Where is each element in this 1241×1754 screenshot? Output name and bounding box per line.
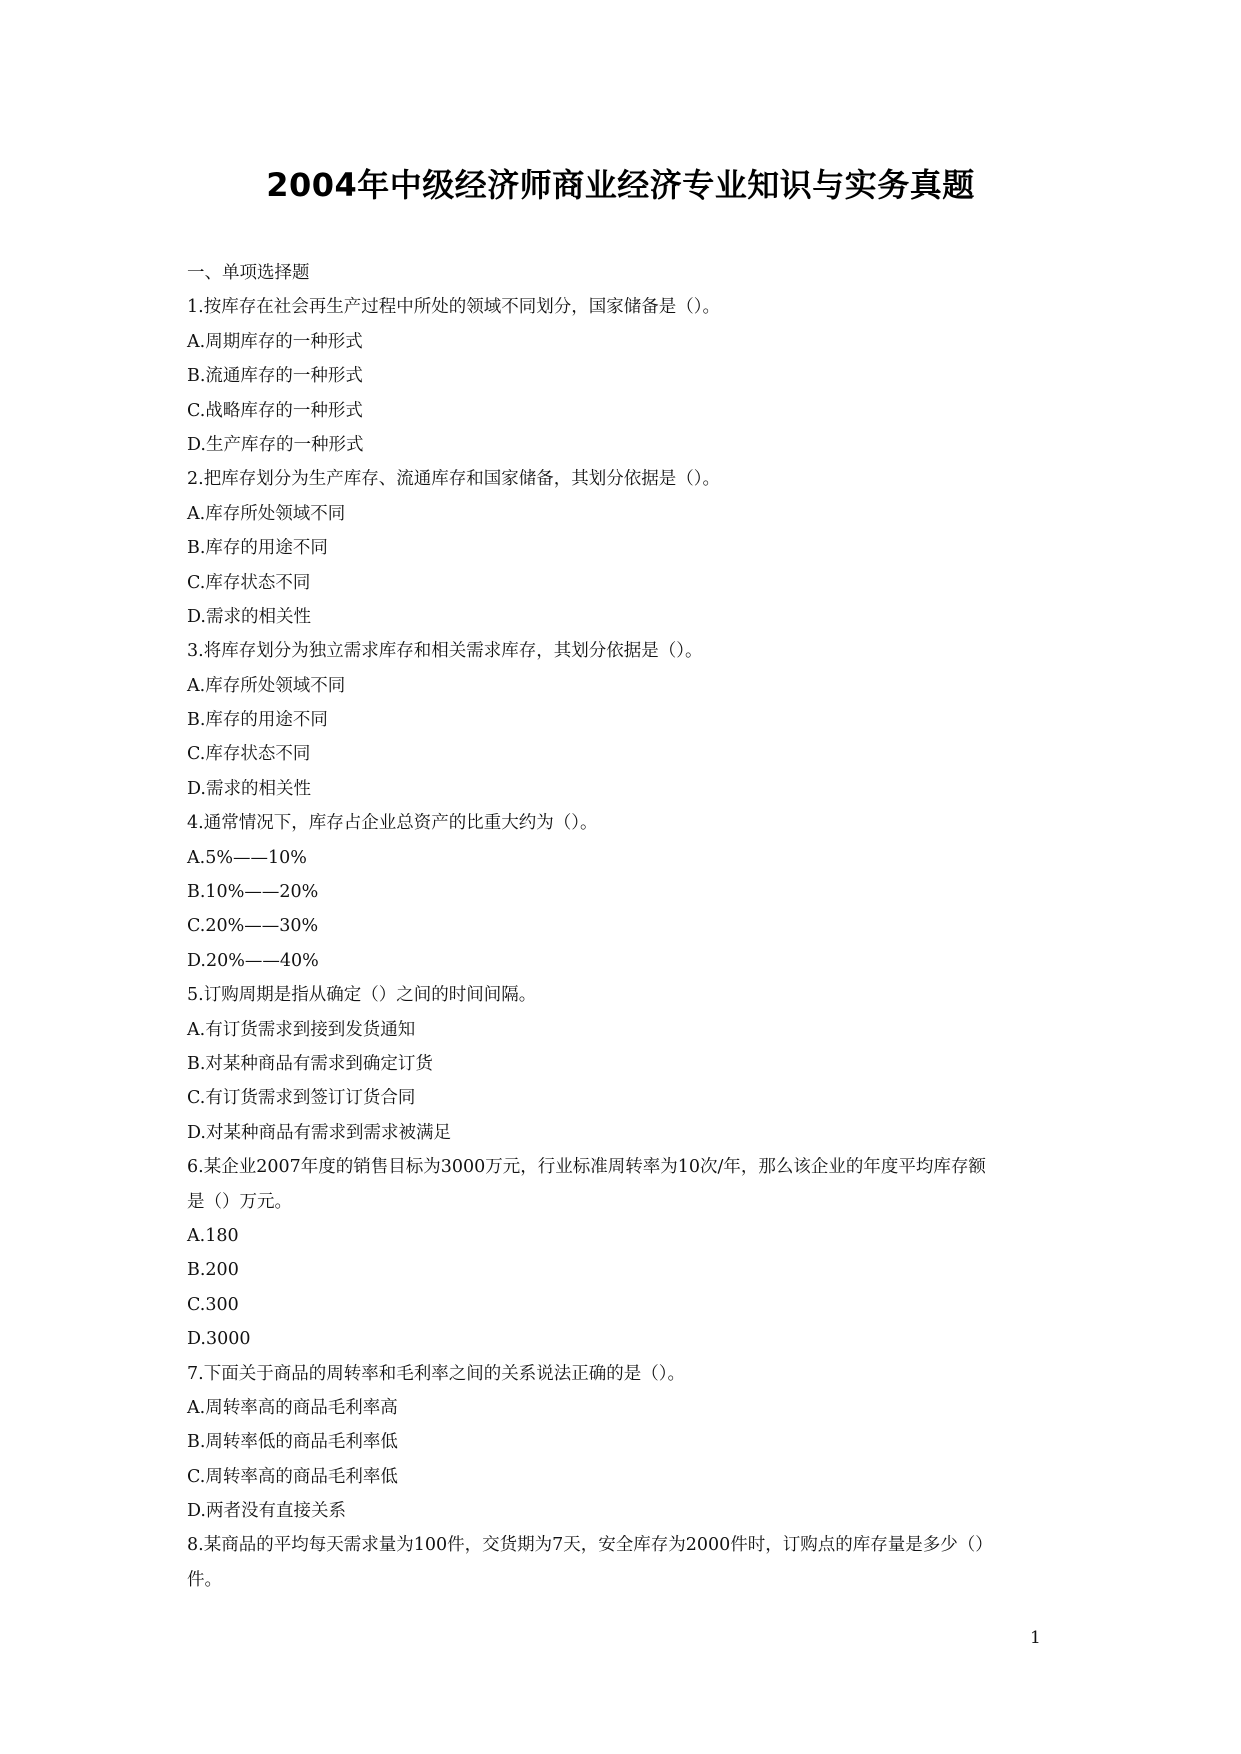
question-2-option-b: B.库存的用途不同: [187, 538, 328, 559]
document-body: [187, 256, 1057, 1597]
question-3-stem: 3.将库存划分为独立需求库存和相关需求库存，其划分依据是（）。: [187, 641, 703, 662]
question-1-stem: 1.按库存在社会再生产过程中所处的领域不同划分，国家储备是（）。: [187, 297, 720, 318]
question-3-option-a: A.库存所处领域不同: [187, 675, 346, 696]
question-2-stem: 2.把库存划分为生产库存、流通库存和国家储备，其划分依据是（）。: [187, 469, 720, 490]
question-4-option-c: C.20%——30%: [187, 916, 319, 937]
question-7-option-a: A.周转率高的商品毛利率高: [187, 1397, 398, 1418]
page-number: 1: [1030, 1628, 1041, 1648]
question-6-option-b: B.200: [187, 1260, 239, 1281]
question-2-option-c: C.库存状态不同: [187, 572, 311, 593]
question-4-option-b: B.10%——20%: [187, 882, 319, 903]
question-7-stem: 7.下面关于商品的周转率和毛利率之间的关系说法正确的是（）。: [187, 1363, 685, 1384]
document-title: 2004年中级经济师商业经济专业知识与实务真题: [266, 166, 975, 204]
question-6-option-a: A.180: [187, 1225, 239, 1246]
question-4-option-a: A.5%——10%: [187, 847, 307, 868]
question-5-option-c: C.有订货需求到签订订货合同: [187, 1088, 416, 1109]
question-5-option-a: A.有订货需求到接到发货通知: [187, 1019, 416, 1040]
question-5-option-d: D.对某种商品有需求到需求被满足: [187, 1122, 451, 1143]
question-5-stem: 5.订购周期是指从确定（）之间的时间间隔。: [187, 985, 537, 1006]
question-3-option-d: D.需求的相关性: [187, 778, 311, 799]
question-1-option-c: C.战略库存的一种形式: [187, 400, 363, 421]
question-3-option-c: C.库存状态不同: [187, 744, 311, 765]
question-6-stem-line-1: 6.某企业2007年度的销售目标为3000万元，行业标准周转率为10次/年，那么该企业的年度平均库存额: [187, 1157, 986, 1178]
question-7-option-d: D.两者没有直接关系: [187, 1501, 346, 1522]
question-2-option-a: A.库存所处领域不同: [187, 503, 346, 524]
question-6-option-d: D.3000: [187, 1329, 251, 1350]
question-1-option-a: A.周期库存的一种形式: [187, 331, 363, 352]
question-5-option-b: B.对某种商品有需求到确定订货: [187, 1053, 433, 1074]
question-4-option-d: D.20%——40%: [187, 950, 319, 971]
question-7-option-b: B.周转率低的商品毛利率低: [187, 1432, 398, 1453]
question-8-stem-line-2: 件。: [187, 1569, 222, 1590]
question-6-stem-line-2: 是（）万元。: [187, 1191, 292, 1212]
question-1-option-d: D.生产库存的一种形式: [187, 434, 364, 455]
question-6-option-c: C.300: [187, 1294, 239, 1315]
question-4-stem: 4.通常情况下，库存占企业总资产的比重大约为（）。: [187, 813, 598, 834]
section-heading: 一、单项选择题: [187, 263, 310, 283]
question-1-option-b: B.流通库存的一种形式: [187, 366, 363, 387]
question-8-stem-line-1: 8.某商品的平均每天需求量为100件，交货期为7天，安全库存为2000件时，订购点的库存量是多少（）: [187, 1535, 993, 1556]
question-2-option-d: D.需求的相关性: [187, 606, 311, 627]
question-7-option-c: C.周转率高的商品毛利率低: [187, 1466, 398, 1487]
question-3-option-b: B.库存的用途不同: [187, 710, 328, 731]
